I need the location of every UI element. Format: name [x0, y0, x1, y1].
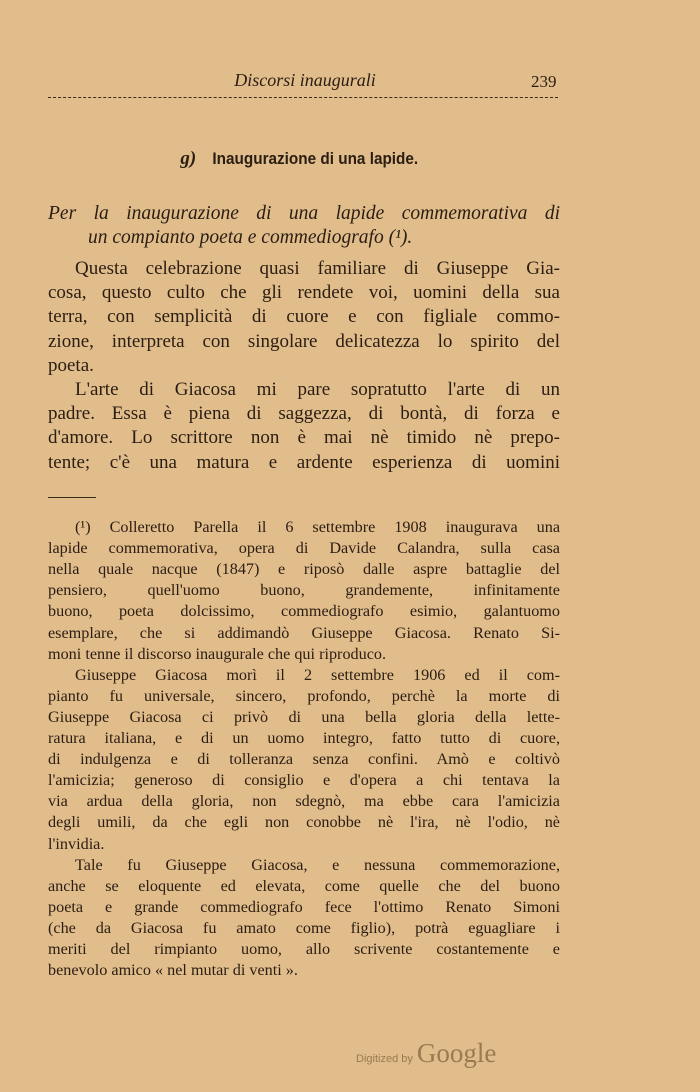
footnote-line: pianto fu universale, sincero, profondo, perchè la morte di [48, 686, 560, 705]
subtitle-line: un compianto poeta e commediografo (¹). [88, 227, 413, 248]
footnote-line: (che da Giacosa fu amato come figlio), potrà eguagliare i [48, 918, 560, 937]
footnote-line: l'amicizia; generoso di consiglio e d'opera a chi tentava la [48, 771, 560, 790]
section-heading [0, 148, 610, 170]
body-text-line: zione, interpreta con singolare delicatezza lo spirito del [48, 330, 560, 352]
footnote-line: (¹) Colleretto Parella il 6 settembre 1908 inaugurava una [75, 518, 560, 536]
footnote-line: benevolo amico « nel mutar di venti ». [48, 961, 298, 980]
footnote-line: meriti del rimpianto uomo, allo scrivente costantemente e [48, 940, 560, 958]
body-text-line: Questa celebrazione quasi familiare di Giuseppe Gia- [75, 258, 560, 279]
running-header-title: Discorsi inaugurali [234, 70, 376, 90]
section-letter: g) [180, 148, 197, 169]
body-text-line: poeta. [48, 354, 94, 376]
footnote-rule [48, 497, 96, 498]
section-title: Inaugurazione di una lapide. [212, 149, 419, 168]
footnote-line: Giuseppe Giacosa morì il 2 settembre 1906 ed il com- [75, 665, 560, 684]
footnote-line: nella quale nacque (1847) e riposò dalle aspre battaglie del [48, 560, 560, 579]
footnote-line: buono, poeta dolcissimo, commediografo esimio, galantuomo [48, 602, 560, 621]
body-text-line: terra, con semplicità di cuore e con figliale commo- [48, 306, 560, 328]
body-text-line: padre. Essa è piena di saggezza, di bontà, di forza e [48, 403, 560, 425]
footnote-line: esemplare, che si addimandò Giuseppe Giacosa. Renato Si- [48, 623, 560, 642]
digitized-by-google-watermark: Digitized by Google [356, 1038, 497, 1068]
body-text-line: d'amore. Lo scrittore non è mai nè timido nè prepo- [48, 427, 560, 449]
footnote-line: lapide commemorativa, opera di Davide Calandra, sulla casa [48, 539, 560, 558]
footnote-line: anche se eloquente ed elevata, come quelle che del buono [48, 876, 560, 895]
footnote-line: l'invidia. [48, 834, 105, 853]
footnote-line: di indulgenza e di tolleranza senza confini. Amò e coltivò [48, 750, 560, 769]
footnote-line: via ardua della gloria, non sdegnò, ma ebbe cara l'amicizia [48, 792, 560, 811]
footnote-line: ratura italiana, e di un uomo integro, fatto tutto di cuore, [48, 729, 560, 747]
footnote-line: pensiero, quell'uomo buono, grandemente, infinitamente [48, 581, 560, 600]
body-text-line: tente; c'è una matura e ardente esperienza di uomini [48, 451, 560, 473]
page-number: 239 [531, 72, 557, 91]
footnote-line: Tale fu Giuseppe Giacosa, e nessuna commemorazione, [75, 855, 560, 874]
subtitle-line: Per la inaugurazione di una lapide commemorativa di [48, 203, 560, 224]
footnote-line: degli umili, da che egli non conobbe nè l'ira, nè l'odio, nè [48, 813, 560, 832]
footnote-line: poeta e grande commediografo fece l'ottimo Renato Simoni [48, 897, 560, 916]
body-text-line: L'arte di Giacosa mi pare sopratutto l'arte di un [75, 379, 560, 400]
header-rule [48, 97, 558, 98]
footnote-line: Giuseppe Giacosa ci privò di una bella gloria della lette- [48, 707, 560, 726]
footnote-line: moni tenne il discorso inaugurale che qui riproduco. [48, 644, 387, 663]
body-text-line: cosa, questo culto che gli rendete voi, uomini della sua [48, 282, 560, 304]
